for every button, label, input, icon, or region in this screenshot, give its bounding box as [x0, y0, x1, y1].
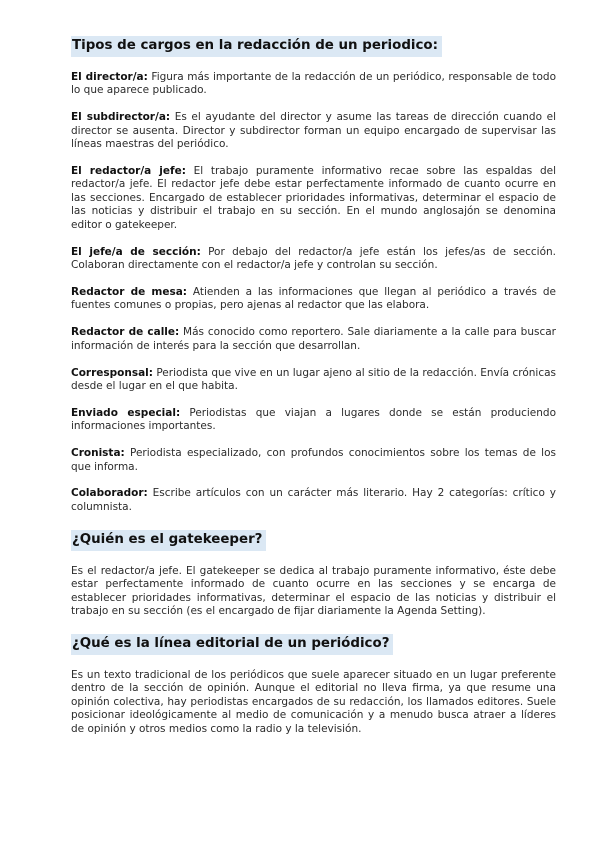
- entry-text: Por debajo del redactor/a jefe están los jefes/as de sección. Colaboran directamente con el redactor/a jefe y controlan su sección.: [71, 245, 556, 271]
- section-heading-linea-editorial: ¿Qué es la línea editorial de un periódico?: [71, 634, 393, 655]
- cargos-list: [71, 71, 556, 514]
- linea-editorial-paragraph: Es un texto tradicional de los periódicos que suele aparecer situado en un lugar preferente dentro de la sección de opinión. Aunque el editorial no lleva firma, ya que resume una opinión colectiva, hay periodistas encargados de su redacción, los llamados editores. Suele posicionar ideológicamente al medio de comunicación y a menudo busca atraer a líderes de opinión y otros medios como la radio y la televisión.: [71, 668, 556, 735]
- entry-term: El jefe/a de sección:: [71, 245, 201, 258]
- entry-redactor-mesa: [71, 286, 556, 313]
- gatekeeper-paragraph: Es el redactor/a jefe. El gatekeeper se dedica al trabajo puramente informativo, éste debe estar perfectamente informado de cuanto ocurre en las secciones y se encarga de establecer prioridades informativas, determinar el espacio de las noticias y distribuir el trabajo en su sección (es el encargado de fijar diariamente la Agenda Setting).: [71, 564, 556, 617]
- entry-colaborador: [71, 487, 556, 514]
- entry-jefe-seccion: [71, 246, 556, 273]
- entry-redactor-calle: [71, 326, 556, 353]
- entry-text: El trabajo puramente informativo recae sobre las espaldas del redactor/a jefe. El redactor jefe debe estar perfectamente informado de cuanto ocurre en las secciones. Encargado de establecer prioridades informativas, determinar el espacio de las noticias y distribuir el trabajo en su sección. En el mundo anglosajón se denomina editor o gatekeeper.: [71, 165, 557, 231]
- entry-text: Atienden a las informaciones que llegan al periódico a través de fuentes comunes o propias, pero ajenas al redactor que las elabora.: [71, 285, 556, 312]
- entry-text: Escribe artículos con un carácter más literario. Hay 2 categorías: crítico y columnista.: [71, 487, 556, 513]
- entry-text: Figura más importante de la redacción de un periódico, responsable de todo lo que aparece publicado.: [71, 71, 556, 97]
- entry-corresponsal: [71, 367, 556, 394]
- entry-text: Periodista que vive en un lugar ajeno al sitio de la redacción. Envía crónicas desde el lugar en el que habita.: [71, 366, 556, 392]
- entry-enviado-especial: [71, 407, 556, 434]
- entry-cronista: [71, 447, 556, 474]
- entry-term: El director/a:: [71, 71, 148, 83]
- entry-term: Colaborador:: [71, 487, 148, 500]
- entry-term: Enviado especial:: [71, 406, 181, 419]
- entry-term: Redactor de calle:: [71, 326, 180, 339]
- entry-text: Más conocido como reportero. Sale diariamente a la calle para buscar información de interés para la sección que desarrollan.: [71, 326, 556, 352]
- entry-term: El subdirector/a:: [71, 111, 171, 124]
- entry-term: Redactor de mesa:: [71, 285, 188, 298]
- entry-term: Cronista:: [71, 447, 125, 460]
- entry-text: Periodista especializado, con profundos conocimientos sobre los temas de los que informa.: [71, 447, 556, 473]
- entry-director: [71, 71, 556, 98]
- entry-term: El redactor/a jefe:: [71, 165, 186, 178]
- entry-redactor-jefe: [71, 165, 556, 232]
- section-heading-gatekeeper: ¿Quién es el gatekeeper?: [71, 530, 266, 551]
- entry-term: Corresponsal:: [71, 366, 153, 379]
- section-heading-cargos: Tipos de cargos en la redacción de un periodico:: [71, 36, 442, 57]
- entry-subdirector: [71, 111, 556, 151]
- entry-text: Periodistas que viajan a lugares donde se están produciendo informaciones importantes.: [71, 406, 556, 433]
- entry-text: Es el ayudante del director y asume las tareas de dirección cuando el director se ausenta. Director y subdirector forman un equipo encargado de supervisar las líneas maestras del periódico.: [71, 111, 556, 151]
